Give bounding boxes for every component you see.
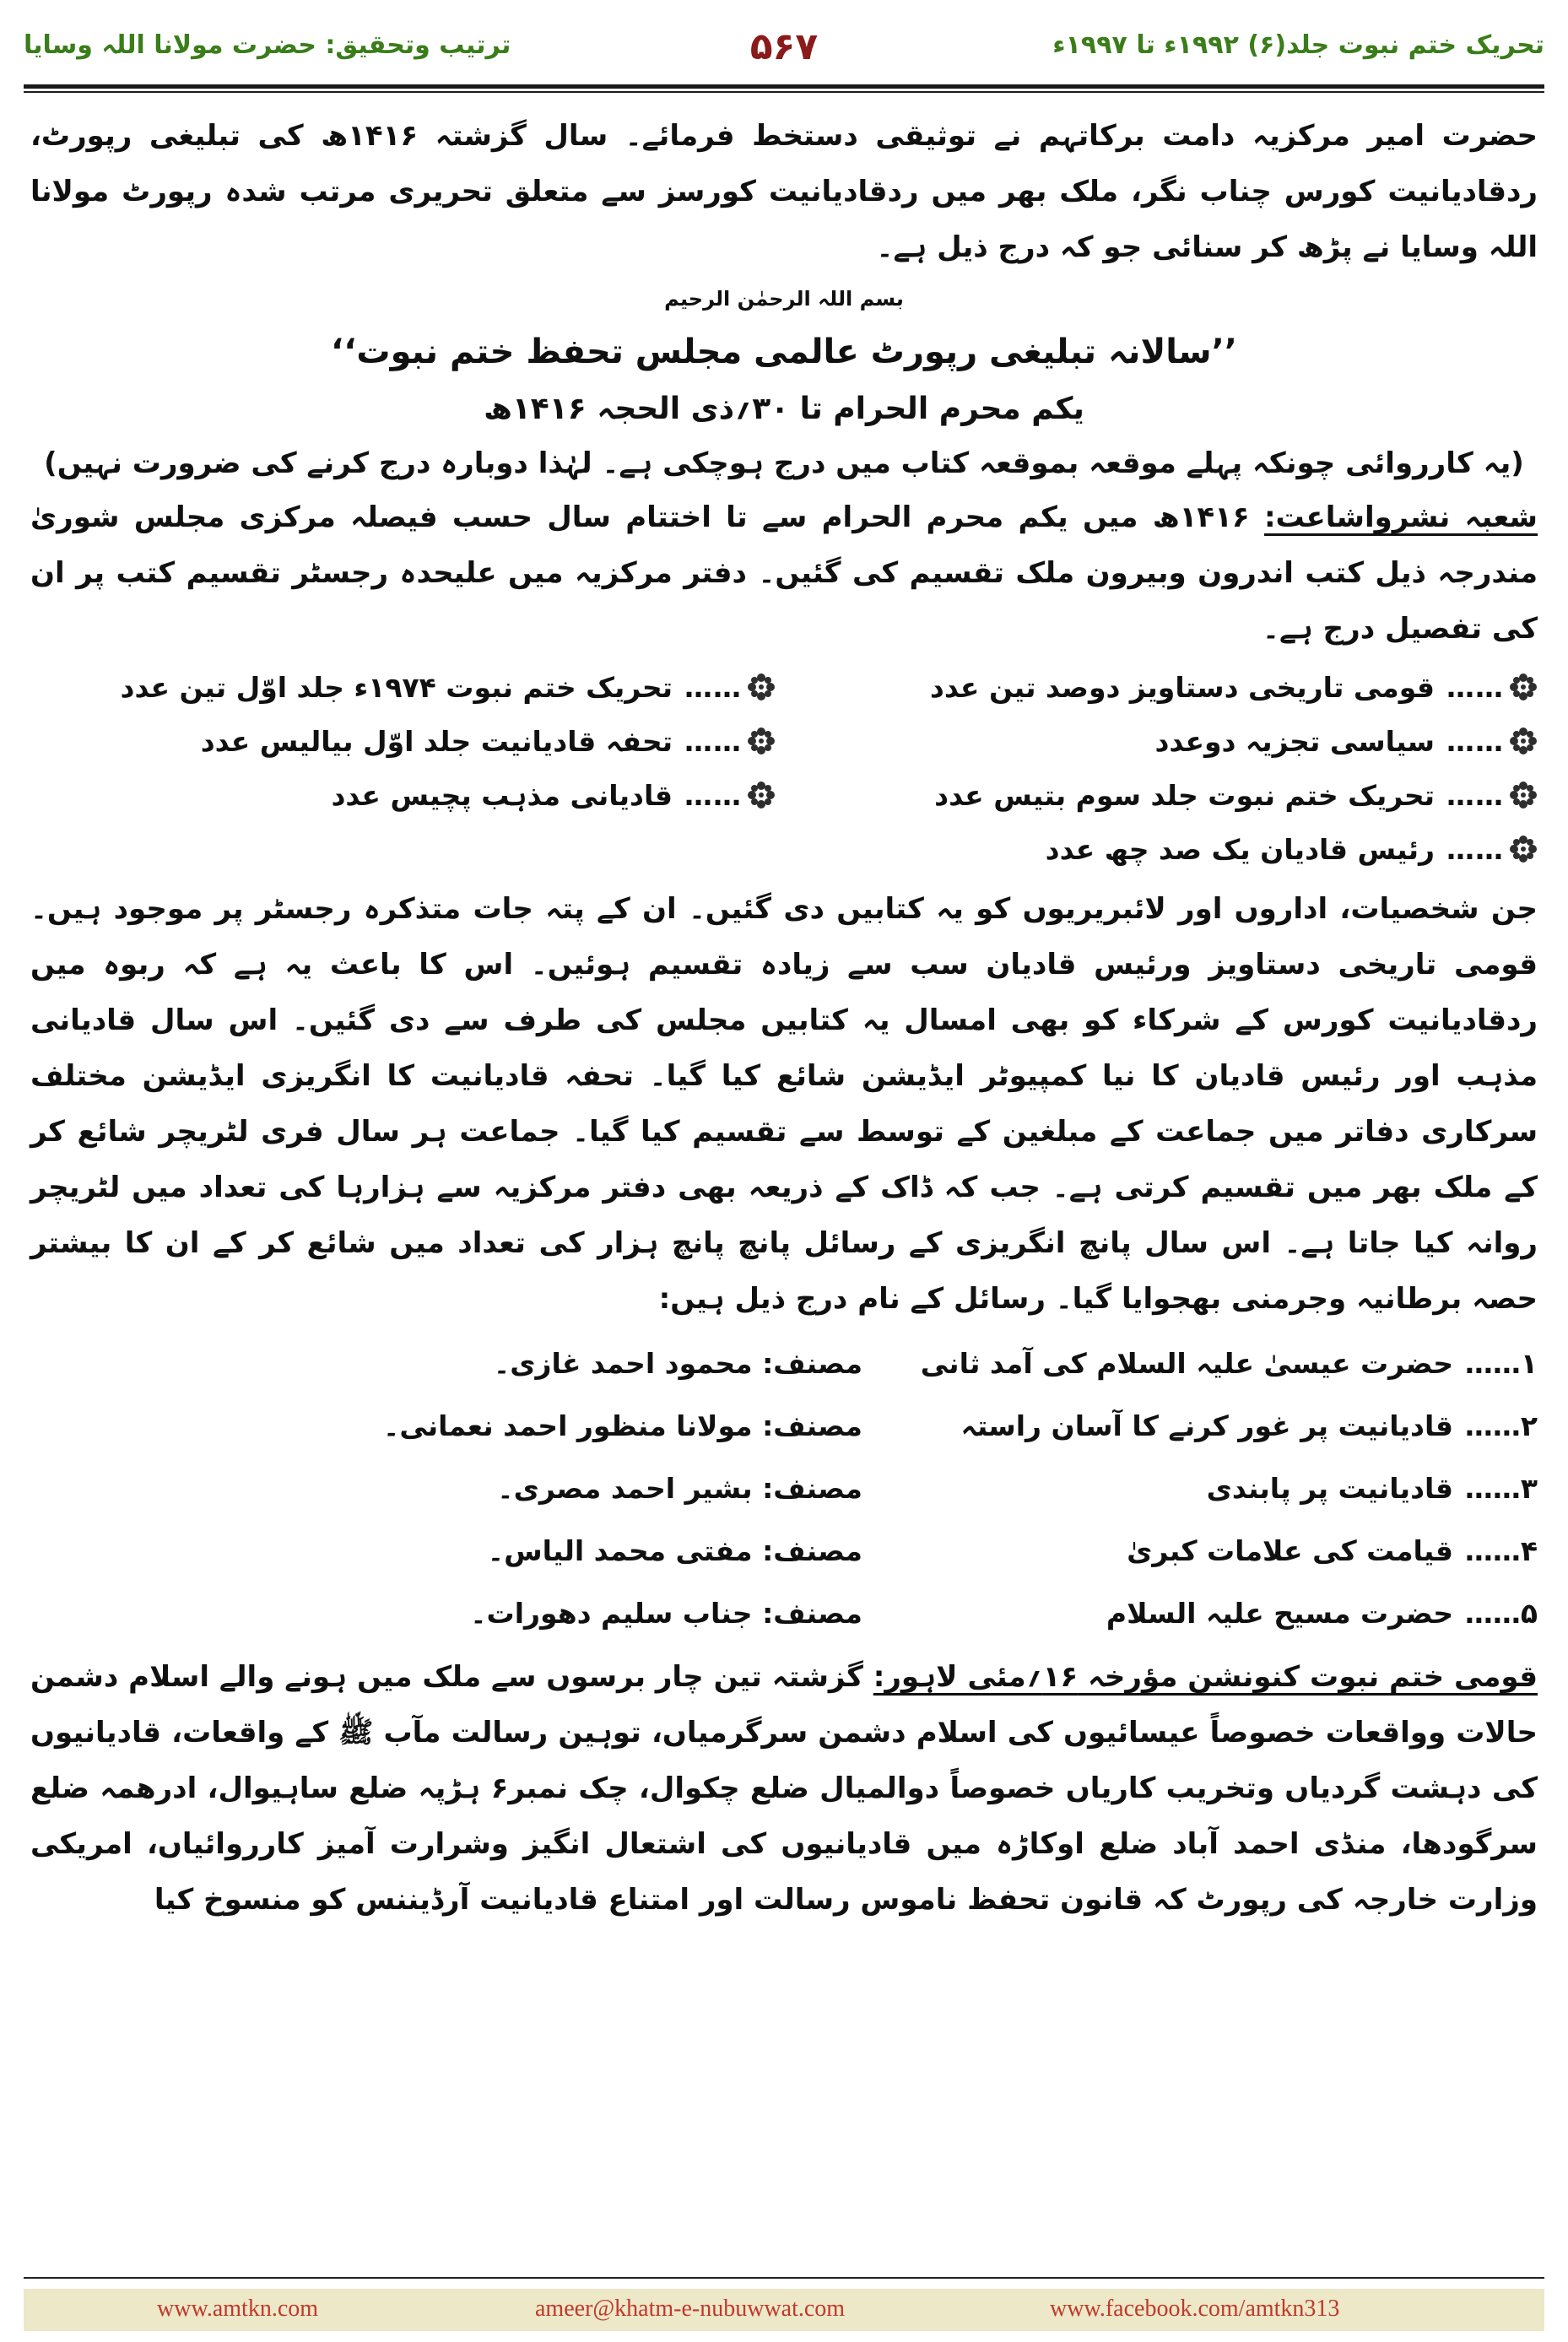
intro-paragraph: حضرت امیر مرکزیہ دامت برکاتہم نے توثیقی دستخط فرمائے۔ سال گزشتہ ۱۴۱۶ھ کی تبلیغی رپورٹ، ردقادیانیت کورس چناب نگر، ملک بھر میں ردقادیانیت کورسز سے متعلق تحریری مرتب شدہ رپورٹ مولانا اللہ وسایا نے پڑھ کر سنائی جو کہ درج ذیل ہے۔: [30, 119, 1538, 264]
book-list: [30, 660, 1538, 876]
convention-heading: قومی ختم نبوت کنونشن مؤرخہ ۱۶؍مئی لاہور:: [873, 1660, 1538, 1694]
publishing-heading: شعبہ نشرواشاعت:: [1263, 500, 1538, 534]
book-title-item: سیاسی تجزیہ دوعدد: [1154, 724, 1435, 758]
pamphlet-author: مصنف: محمود احمد غازی۔: [493, 1346, 862, 1380]
list-item: …… قادیانی مذہب پچیس عدد: [30, 768, 776, 822]
facebook-link[interactable]: www.facebook.com/amtkn313: [1050, 2296, 1340, 2322]
flower-bullet-icon: [747, 781, 776, 809]
book-title-item: تحریک ختم نبوت جلد سوم بتیس عدد: [934, 778, 1435, 812]
publishing-text: ۱۴۱۶ھ میں یکم محرم الحرام سے تا اختتام سال حسب فیصلہ مرکزی مجلس شوریٰ مندرجہ ذیل کتب اندرون وبیرون ملک تقسیم کی گئیں۔ دفتر مرکزیہ میں علیحدہ رجسٹر تقسیم کتب پر ان کی تفصیل درج ہے۔: [30, 500, 1538, 646]
list-item: …… رئیس قادیان یک صد چھ عدد: [792, 822, 1538, 876]
pamphlet-author: مصنف: مفتی محمد الیاس۔: [487, 1533, 862, 1567]
flower-bullet-icon: [1509, 835, 1538, 863]
pamphlet-title: حضرت مسیح علیہ السلام: [1106, 1596, 1453, 1630]
pamphlet-title: قیامت کی علامات کبریٰ: [1127, 1533, 1453, 1567]
book-title-item: تحفہ قادیانیت جلد اوّل بیالیس عدد: [200, 724, 673, 758]
pamphlet-title: قادیانیت پر غور کرنے کا آسان راستہ: [960, 1409, 1453, 1442]
convention-section: [30, 1649, 1538, 1928]
list-item: …… تحریک ختم نبوت ۱۹۷۴ء جلد اوّل تین عدد: [30, 660, 776, 714]
pamphlet-author: مصنف: بشیر احمد مصری۔: [497, 1471, 862, 1505]
flower-bullet-icon: [747, 673, 776, 701]
header-divider: [24, 84, 1544, 89]
list-item: [30, 1519, 1538, 1582]
compiler-credit: ترتیب وتحقیق: حضرت مولانا اللہ وسایا: [24, 30, 511, 60]
flower-bullet-icon: [747, 727, 776, 755]
book-title-item: رئیس قادیان یک صد چھ عدد: [1045, 832, 1435, 866]
pamphlet-number: ۴……: [1464, 1533, 1538, 1567]
page-header: [24, 25, 1544, 76]
pamphlet-number: ۳……: [1464, 1471, 1538, 1505]
book-title-item: قومی تاریخی دستاویز دوصد تین عدد: [929, 670, 1435, 704]
distribution-paragraph: جن شخصیات، اداروں اور لائبریریوں کو یہ کتابیں دی گئیں۔ ان کے پتہ جات متذکرہ رجسٹر پر موجود ہیں۔ قومی تاریخی دستاویز ورئیس قادیان سب سے زیادہ تقسیم ہوئیں۔ اس کا باعث یہ ہے کہ ربوہ میں ردقادیانیت کورس کے شرکاء کو بھی امسال یہ کتابیں مجلس کی طرف سے دی گئیں۔ اس سال قادیانی مذہب اور رئیس قادیان کا نیا کمپیوٹر ایڈیشن شائع کیا گیا۔ تحفہ قادیانیت کا انگریزی ایڈیشن مختلف سرکاری دفاتر میں جماعت کے مبلغین کے توسط سے تقسیم کیا گیا۔ جماعت ہر سال فری لٹریچر شائع کر کے ملک بھر میں تقسیم کرتی ہے۔ جب کہ ڈاک کے ذریعہ بھی دفتر مرکزیہ سے ہزارہا کی تعداد میں لٹریچر روانہ کیا جاتا ہے۔ اس سال پانچ انگریزی کے رسائل پانچ پانچ ہزار کی تعداد میں شائع کر کے ان کا بیشتر حصہ برطانیہ وجرمنی بھجوایا گیا۔ رسائل کے نام درج ذیل ہیں:: [30, 892, 1538, 1316]
report-dates: یکم محرم الحرام تا ۳۰؍ذی الحجہ ۱۴۱۶ھ: [484, 392, 1084, 426]
report-title: ’’سالانہ تبلیغی رپورٹ عالمی مجلس تحفظ ختم نبوت‘‘: [331, 333, 1237, 371]
report-note: (یہ کارروائی چونکہ پہلے موقعہ بموقعہ کتاب میں درج ہوچکی ہے۔ لہٰذا دوبارہ درج کرنے کی ضرورت نہیں): [44, 446, 1524, 480]
list-item: [30, 1582, 1538, 1644]
footer-divider: [24, 2277, 1544, 2279]
pamphlet-title: حضرت عیسیٰ علیہ السلام کی آمد ثانی: [920, 1346, 1453, 1380]
page-number: ۵۶۷: [749, 25, 819, 68]
pamphlet-title: قادیانیت پر پابندی: [1206, 1471, 1453, 1505]
pamphlet-number: ۲……: [1464, 1409, 1538, 1442]
flower-bullet-icon: [1509, 673, 1538, 701]
convention-text: گزشتہ تین چار برسوں سے ملک میں ہونے والے اسلام دشمن حالات وواقعات خصوصاً عیسائیوں کی اسلام دشمن سرگرمیاں، توہین رسالت مآب ﷺ کے واقعات، قادیانیوں کی دہشت گردیاں وتخریب کاریاں خصوصاً دوالمیال ضلع چکوال، چک نمبر۶ ہڑپہ ضلع ساہیوال، ادرھمہ ضلع سرگودھا، منڈی احمد آباد ضلع اوکاڑہ میں قادیانیوں کی اشتعال انگیز وشرارت آمیز کارروائیاں، امریکی وزارت خارجہ کی رپورٹ کہ قانون تحفظ ناموس رسالت اور امتناع قادیانیت آرڈیننس کو منسوخ کیا: [30, 1660, 1538, 1917]
list-item: [30, 1457, 1538, 1519]
pamphlet-author: مصنف: مولانا منظور احمد نعمانی۔: [382, 1409, 862, 1442]
flower-bullet-icon: [1509, 727, 1538, 755]
list-item: …… تحریک ختم نبوت جلد سوم بتیس عدد: [792, 768, 1538, 822]
page-footer: [24, 2289, 1544, 2331]
list-item: [30, 1332, 1538, 1394]
book-title-item: قادیانی مذہب پچیس عدد: [331, 778, 673, 812]
page-content: [30, 108, 1538, 1928]
email-link[interactable]: ameer@khatm-e-nubuwwat.com: [535, 2296, 846, 2322]
pamphlet-number: ۱……: [1464, 1346, 1538, 1380]
book-title: تحریک ختم نبوت جلد(۶) ۱۹۹۲ء تا ۱۹۹۷ء: [1052, 30, 1544, 60]
header-divider-thin: [24, 91, 1544, 93]
list-item: …… سیاسی تجزیہ دوعدد: [792, 714, 1538, 768]
pamphlet-list: [30, 1332, 1538, 1644]
list-item: …… قومی تاریخی دستاویز دوصد تین عدد: [792, 660, 1538, 714]
list-item: …… تحفہ قادیانیت جلد اوّل بیالیس عدد: [30, 714, 776, 768]
publishing-section: [30, 489, 1538, 657]
flower-bullet-icon: [1509, 781, 1538, 809]
list-item: [30, 1394, 1538, 1457]
bismillah: بسم اللہ الرحمٰن الرحیم: [664, 287, 904, 311]
website-link[interactable]: www.amtkn.com: [157, 2296, 319, 2322]
book-title-item: تحریک ختم نبوت ۱۹۷۴ء جلد اوّل تین عدد: [120, 670, 673, 704]
pamphlet-author: مصنف: جناب سلیم دھورات۔: [470, 1596, 862, 1630]
pamphlet-number: ۵……: [1464, 1596, 1538, 1630]
